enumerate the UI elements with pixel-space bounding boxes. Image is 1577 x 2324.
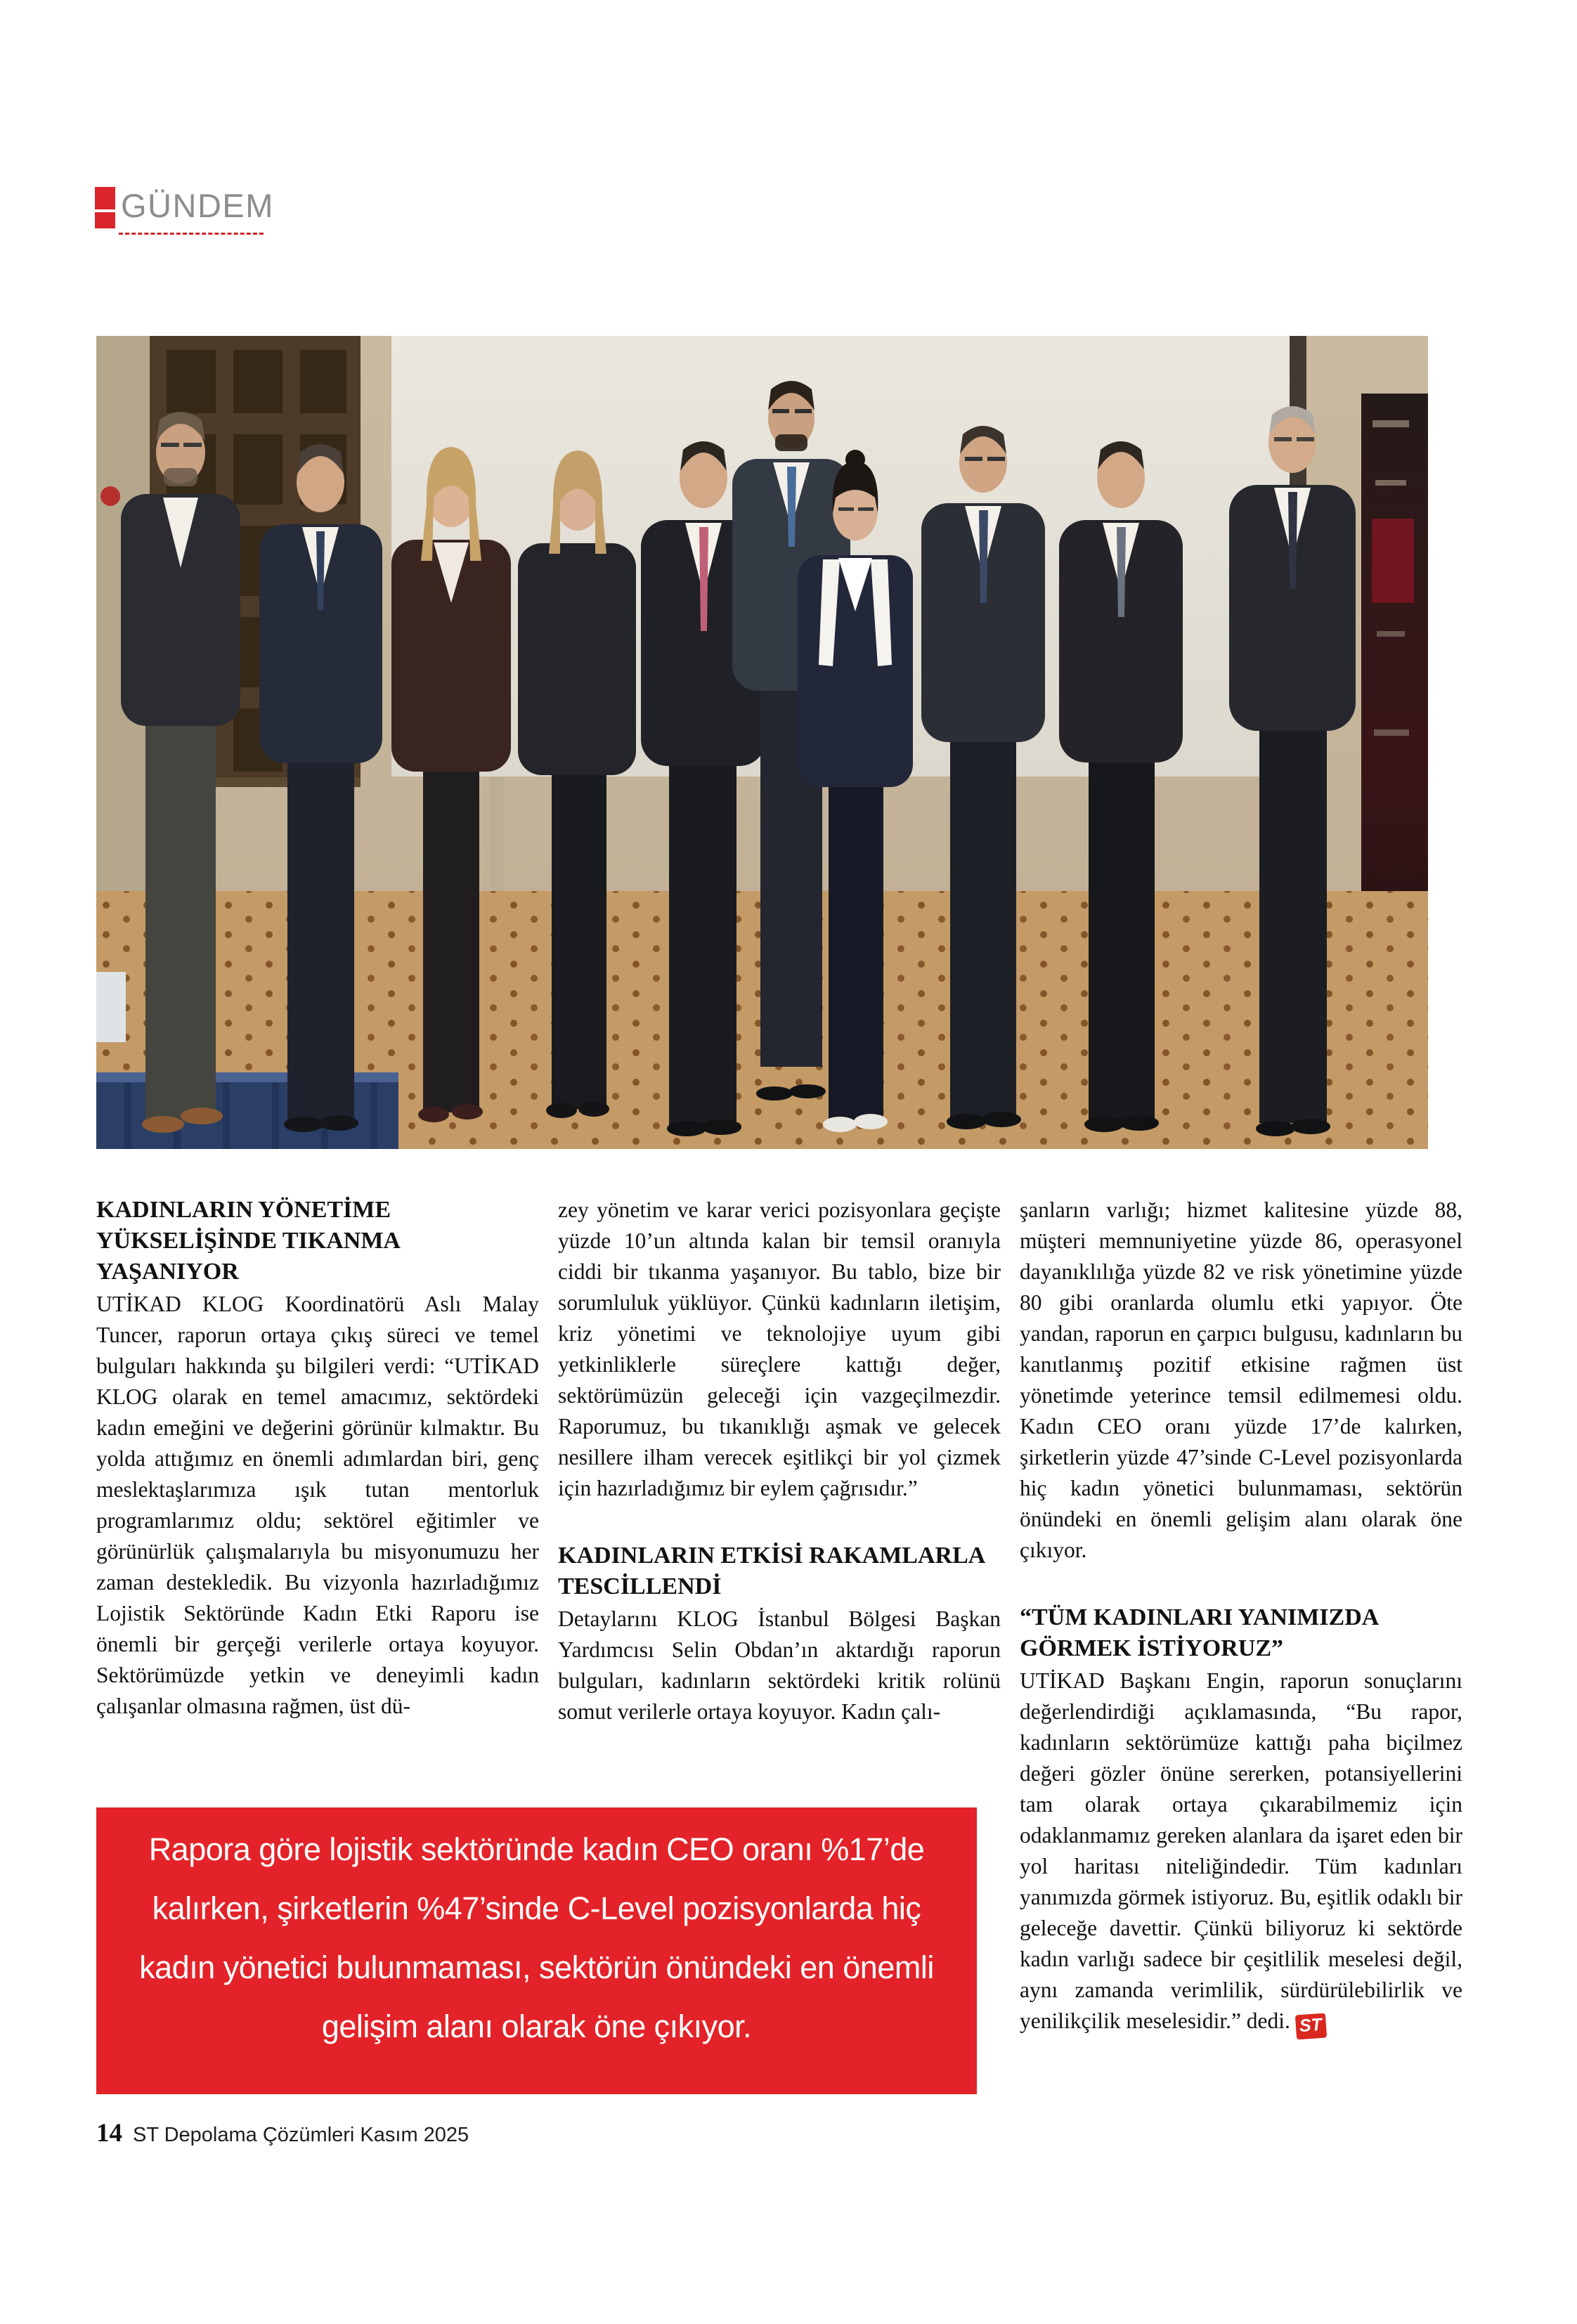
fire-alarm — [100, 486, 120, 506]
pull-quote-box — [96, 1807, 977, 2094]
event-photo-art — [96, 336, 1428, 1149]
article-paragraph: zey yönetim ve karar verici pozisyonlara geçişte yüzde 10’un altında kalan bir temsil oranıyla ciddi bir tıkanma yaşanıyor. Bu tablo, bize bir sorumluluk yüklüyor. Çünkü kadınların iletişim, kriz yönetimi ve teknolojiye uyum gibi yetkinliklerle süreçlere kattığı değer, sektörümüzün geleceği için vazgeçilmezdir. Raporumuz, bu tıkanıklığı aşmak ve gelecek nesillere ilham verecek eşitlikçi bir yol çizmek için hazırladığımız bir eylem çağrısıdır.” — [558, 1197, 1001, 1500]
page-footer — [96, 2118, 469, 2148]
article-paragraph: şanların varlığı; hizmet kalitesine yüzde 88, müşteri memnuniyetine yüzde 86, operasyonel dayanıklılığa yüzde 82 ve risk yönetimine yüzde 80 gibi oranlarda olumlu etki yapıyor. Öte yandan, raporun en çarpıcı bulgusu, kadınların bu kanıtlanmış pozitif etkisine rağmen üst yönetimde yeterince temsil edilmemesi oldu. Kadın CEO oranı yüzde 17’de kalırken, şirketlerin yüzde 47’sinde C-Level pozisyonlarda hiç kadın yönetici bulunmaması, sektörün önündeki en önemli gelişim alanı olarak öne çıkıyor. — [1020, 1197, 1462, 1562]
article-column-2 — [558, 1195, 1001, 1727]
article-column-1 — [96, 1195, 539, 1722]
article-paragraph: UTİKAD KLOG Koordinatörü Aslı Malay Tuncer, raporun ortaya çıkış süreci ve temel bulguları hakkında şu bilgileri verdi: “UTİKAD KLOG olarak en temel amacımız, sektördeki kadın emeğini ve değerini görünür kılmaktır. Bu yolda attığımız en önemli adımlardan biri, genç meslektaşlarımıza ışık tutan mentorluk programlarımız oldu; sektörel eğitimler ve görünürlük çalışmalarıyla bu misyonumuzu her zaman destekledik. Bu vizyonla hazırladığımız Lojistik Sektöründe Kadın Etki Raporu ise önemli bir gerçeği verilerle ortaya koyuyor. Sektörümüzde yetkin ve deneyimli kadın çalışanlar olmasına rağmen, üst dü- — [96, 1292, 539, 1718]
magazine-name: ST Depolama Çözümleri Kasım 2025 — [133, 2124, 469, 2146]
section-title: GÜNDEM — [121, 187, 274, 224]
page-number: 14 — [96, 2119, 122, 2148]
article-paragraph — [1020, 1666, 1462, 2039]
section-underline — [119, 233, 264, 235]
article-heading: “TÜM KADINLARI YANIMIZDA GÖRMEK İSTİYORUZ” — [1020, 1604, 1378, 1661]
article-paragraph: Detaylarını KLOG İstanbul Bölgesi Başkan Yardımcısı Selin Obdan’ın aktardığı raporun bulguları, kadınların sektördeki kritik rolünü somut verilerle ortaya koyuyor. Kadın çalı- — [558, 1606, 1001, 1724]
article-column-3 — [1020, 1195, 1462, 2039]
article-heading: KADINLARIN ETKİSİ RAKAMLARLA TESCİLLENDİ — [558, 1543, 985, 1599]
event-photo — [96, 336, 1428, 1149]
section-marker-icon — [95, 187, 115, 228]
article-heading: KADINLARIN YÖNETİME YÜKSELİŞİNDE TIKANMA YAŞANIYOR — [96, 1197, 400, 1285]
st-end-mark-icon: ST — [1295, 2013, 1327, 2040]
article-paragraph-text: UTİKAD Başkanı Engin, raporun sonuçlarını değerlendirdiği açıklamasında, “Bu rapor, kadınların sektörümüze kattığı paha biçilmez değeri gözler önüne sererken, potansiyellerini tam olarak ortaya çıkarabilmemiz için odaklanmamız gereken alanlara da işaret eden bir yol haritası niteliğindedir. Tüm kadınları yanımızda görmek istiyoruz. Bu, eşitlik odaklı bir geleceğe davettir. Çünkü biliyoruz ki sektörde kadın varlığı sadece bir çeşitlilik meselesi değil, aynı zamanda verimlilik, sürdürülebilirlik ve yenilikçilik meselesidir.” dedi. — [1020, 1668, 1462, 2033]
pull-quote-text: Rapora göre lojistik sektöründe kadın CEO oranı %17’de kalırken, şirketlerin %47’sinde C-Level pozisyonlarda hiç kadın yönetici bulunmaması, sektörün önündeki en önemli gelişim alanı olarak öne çıkıyor. — [139, 1831, 934, 2044]
side-sign — [96, 972, 126, 1042]
